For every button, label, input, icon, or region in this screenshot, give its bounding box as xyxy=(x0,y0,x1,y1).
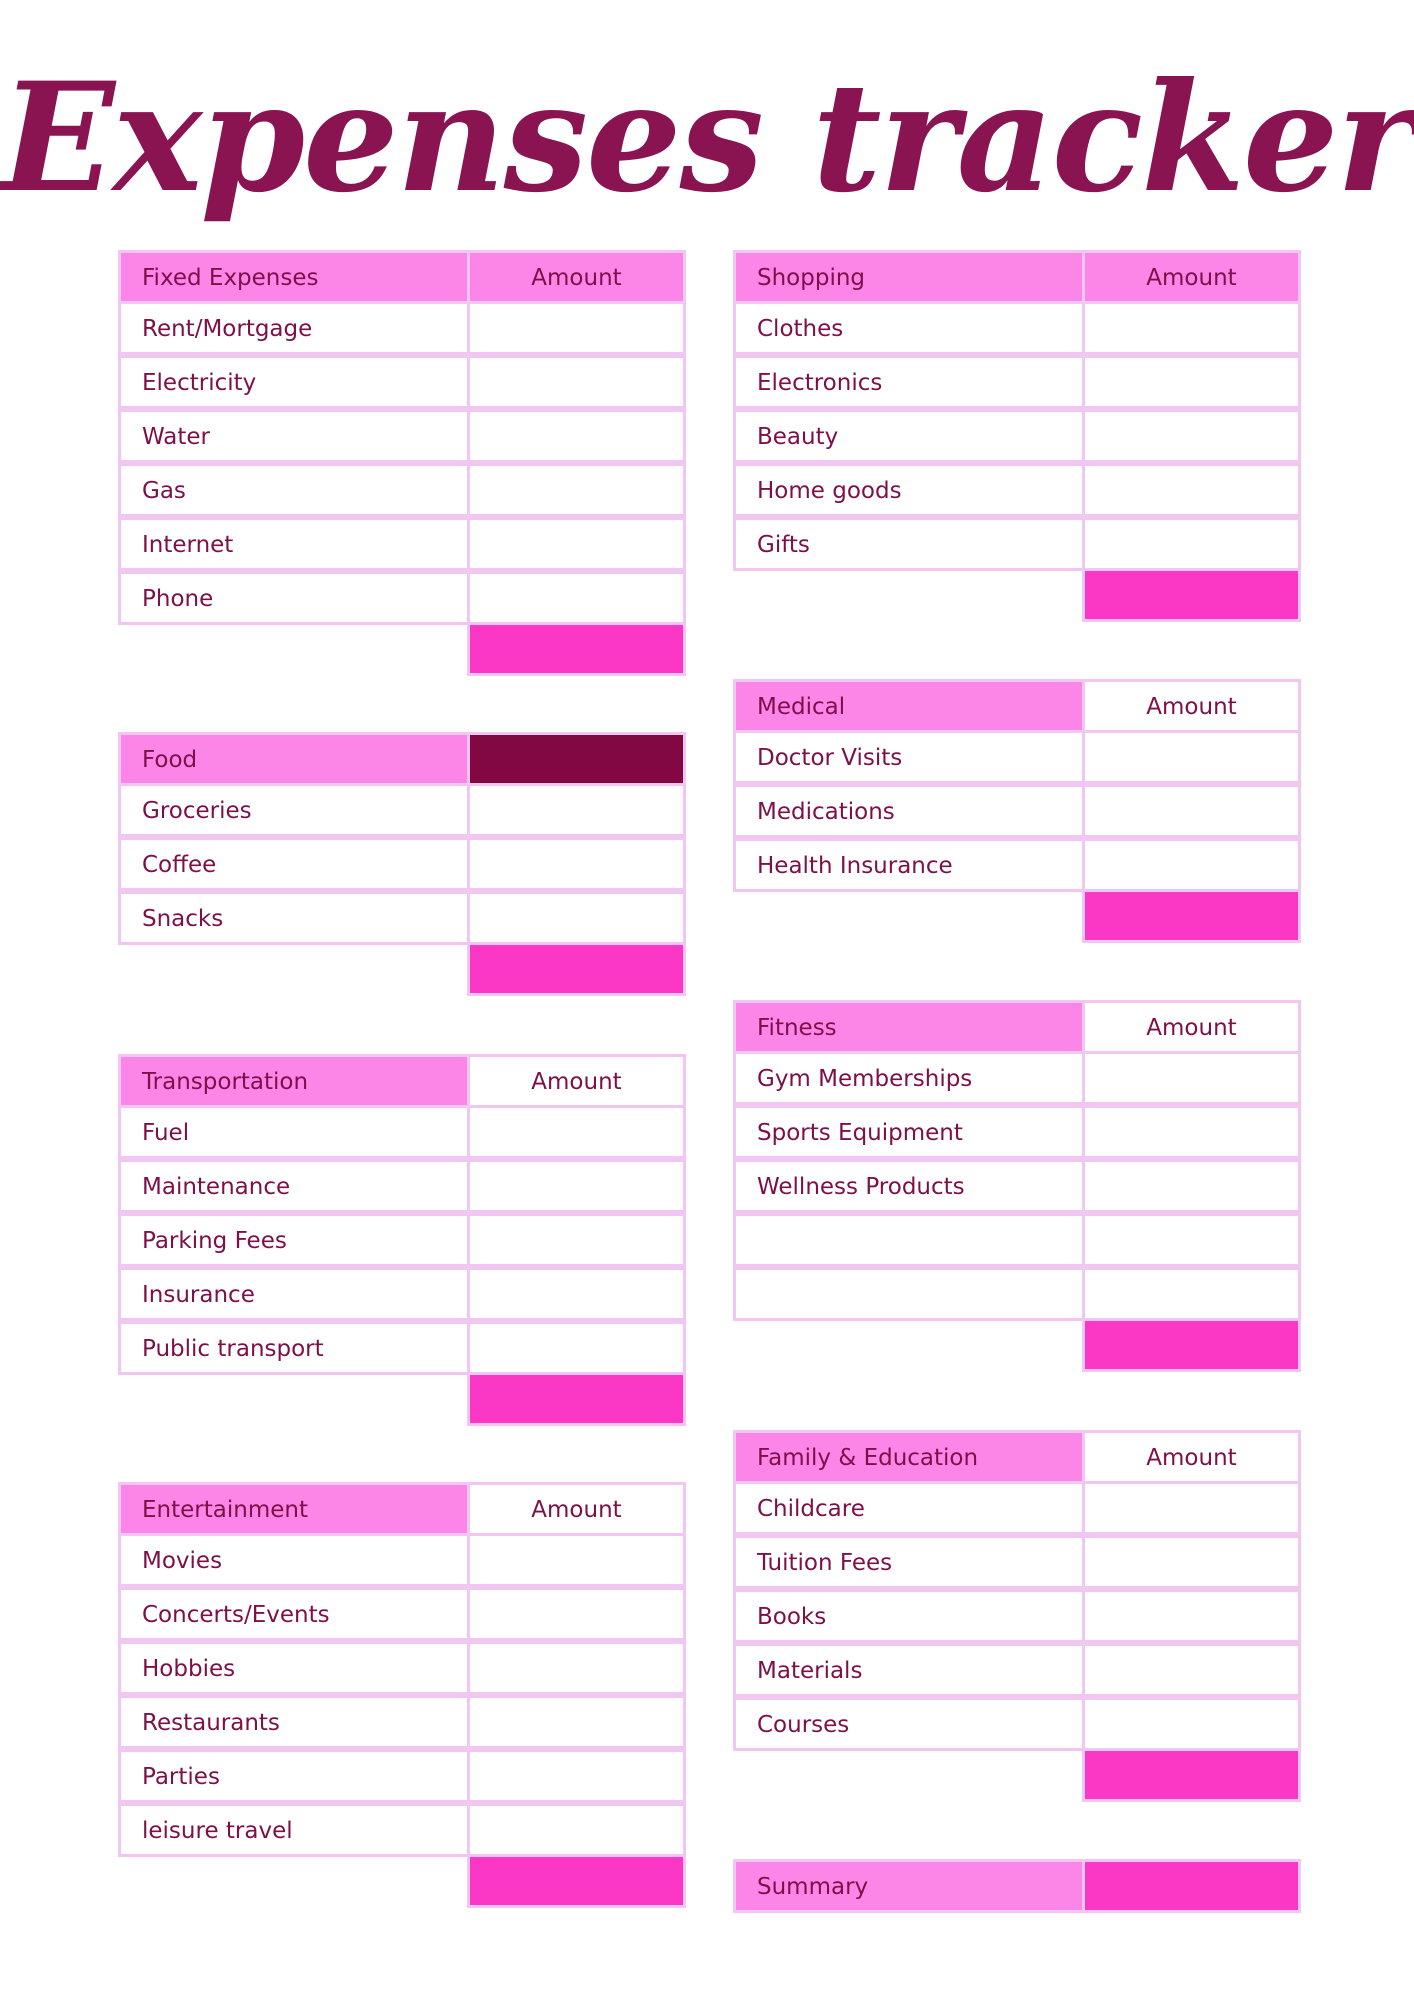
expense-label: Phone xyxy=(118,571,470,625)
expense-label: Wellness Products xyxy=(733,1159,1085,1213)
expense-label: Gym Memberships xyxy=(733,1051,1085,1105)
amount-input[interactable] xyxy=(467,783,686,837)
amount-input[interactable] xyxy=(467,409,686,463)
category-header: Family & Education xyxy=(733,1430,1085,1484)
amount-header: Amount xyxy=(1082,1430,1301,1484)
expense-label: Medications xyxy=(733,784,1085,838)
amount-input[interactable] xyxy=(1082,1589,1301,1643)
expense-label: Sports Equipment xyxy=(733,1105,1085,1159)
total-cell[interactable] xyxy=(1082,1748,1301,1802)
expense-label: Restaurants xyxy=(118,1695,470,1749)
amount-input[interactable] xyxy=(1082,1643,1301,1697)
expense-label: Materials xyxy=(733,1643,1085,1697)
summary-label: Summary xyxy=(733,1859,1085,1913)
amount-input[interactable] xyxy=(1082,1051,1301,1105)
amount-input[interactable] xyxy=(1082,730,1301,784)
expense-label: Books xyxy=(733,1589,1085,1643)
expense-label: Gifts xyxy=(733,517,1085,571)
amount-input[interactable] xyxy=(467,1533,686,1587)
expense-label: Groceries xyxy=(118,783,470,837)
amount-input[interactable] xyxy=(467,1803,686,1857)
amount-input[interactable] xyxy=(467,1587,686,1641)
amount-input[interactable] xyxy=(467,571,686,625)
amount-input[interactable] xyxy=(467,517,686,571)
category-header: Medical xyxy=(733,679,1085,733)
amount-input[interactable] xyxy=(467,837,686,891)
expense-label: Maintenance xyxy=(118,1159,470,1213)
category-header: Food xyxy=(118,732,470,786)
category-header: Fixed Expenses xyxy=(118,250,470,304)
amount-input[interactable] xyxy=(467,1321,686,1375)
expense-label: Electronics xyxy=(733,355,1085,409)
summary-total-cell[interactable] xyxy=(1082,1859,1301,1913)
expense-label: Concerts/Events xyxy=(118,1587,470,1641)
expense-label: leisure travel xyxy=(118,1803,470,1857)
amount-input[interactable] xyxy=(1082,517,1301,571)
expense-label: Gas xyxy=(118,463,470,517)
amount-input[interactable] xyxy=(1082,463,1301,517)
expense-label: Fuel xyxy=(118,1105,470,1159)
expense-label: Snacks xyxy=(118,891,470,945)
expense-label: Internet xyxy=(118,517,470,571)
amount-input[interactable] xyxy=(1082,1105,1301,1159)
expense-label: Home goods xyxy=(733,463,1085,517)
expense-label: Doctor Visits xyxy=(733,730,1085,784)
category-header: Fitness xyxy=(733,1000,1085,1054)
amount-input[interactable] xyxy=(467,891,686,945)
category-header: Shopping xyxy=(733,250,1085,304)
amount-input[interactable] xyxy=(467,463,686,517)
expense-label: Clothes xyxy=(733,301,1085,355)
amount-input[interactable] xyxy=(467,1105,686,1159)
expense-label: Parking Fees xyxy=(118,1213,470,1267)
expense-label: Beauty xyxy=(733,409,1085,463)
expense-label[interactable] xyxy=(733,1213,1085,1267)
amount-input[interactable] xyxy=(467,1159,686,1213)
total-cell[interactable] xyxy=(1082,568,1301,622)
total-cell[interactable] xyxy=(1082,889,1301,943)
amount-input[interactable] xyxy=(1082,1213,1301,1267)
expense-label: Movies xyxy=(118,1533,470,1587)
expense-label: Hobbies xyxy=(118,1641,470,1695)
expense-label[interactable] xyxy=(733,1267,1085,1321)
amount-header: Amount xyxy=(1082,679,1301,733)
amount-header: Amount xyxy=(467,250,686,304)
expense-label: Health Insurance xyxy=(733,838,1085,892)
amount-input[interactable] xyxy=(467,301,686,355)
amount-header: Amount xyxy=(467,1054,686,1108)
amount-input[interactable] xyxy=(1082,784,1301,838)
expense-label: Tuition Fees xyxy=(733,1535,1085,1589)
expense-label: Courses xyxy=(733,1697,1085,1751)
amount-input[interactable] xyxy=(467,355,686,409)
expense-label: Parties xyxy=(118,1749,470,1803)
amount-input[interactable] xyxy=(467,1267,686,1321)
amount-input[interactable] xyxy=(467,1749,686,1803)
category-header: Entertainment xyxy=(118,1482,470,1536)
amount-header xyxy=(467,732,686,786)
amount-header: Amount xyxy=(467,1482,686,1536)
amount-input[interactable] xyxy=(1082,1159,1301,1213)
amount-input[interactable] xyxy=(467,1641,686,1695)
expense-label: Rent/Mortgage xyxy=(118,301,470,355)
amount-header: Amount xyxy=(1082,1000,1301,1054)
total-cell[interactable] xyxy=(467,1854,686,1908)
amount-input[interactable] xyxy=(1082,409,1301,463)
amount-input[interactable] xyxy=(467,1213,686,1267)
expense-label: Water xyxy=(118,409,470,463)
total-cell[interactable] xyxy=(1082,1318,1301,1372)
amount-input[interactable] xyxy=(1082,838,1301,892)
amount-input[interactable] xyxy=(1082,1697,1301,1751)
amount-input[interactable] xyxy=(1082,355,1301,409)
amount-input[interactable] xyxy=(1082,1535,1301,1589)
total-cell[interactable] xyxy=(467,942,686,996)
total-cell[interactable] xyxy=(467,622,686,676)
category-header: Transportation xyxy=(118,1054,470,1108)
amount-input[interactable] xyxy=(1082,301,1301,355)
total-cell[interactable] xyxy=(467,1372,686,1426)
expense-label: Electricity xyxy=(118,355,470,409)
expense-label: Insurance xyxy=(118,1267,470,1321)
amount-header: Amount xyxy=(1082,250,1301,304)
amount-input[interactable] xyxy=(1082,1481,1301,1535)
expense-label: Public transport xyxy=(118,1321,470,1375)
amount-input[interactable] xyxy=(1082,1267,1301,1321)
page-title: Expenses tracker xyxy=(0,50,1414,226)
expense-label: Coffee xyxy=(118,837,470,891)
expense-label: Childcare xyxy=(733,1481,1085,1535)
amount-input[interactable] xyxy=(467,1695,686,1749)
